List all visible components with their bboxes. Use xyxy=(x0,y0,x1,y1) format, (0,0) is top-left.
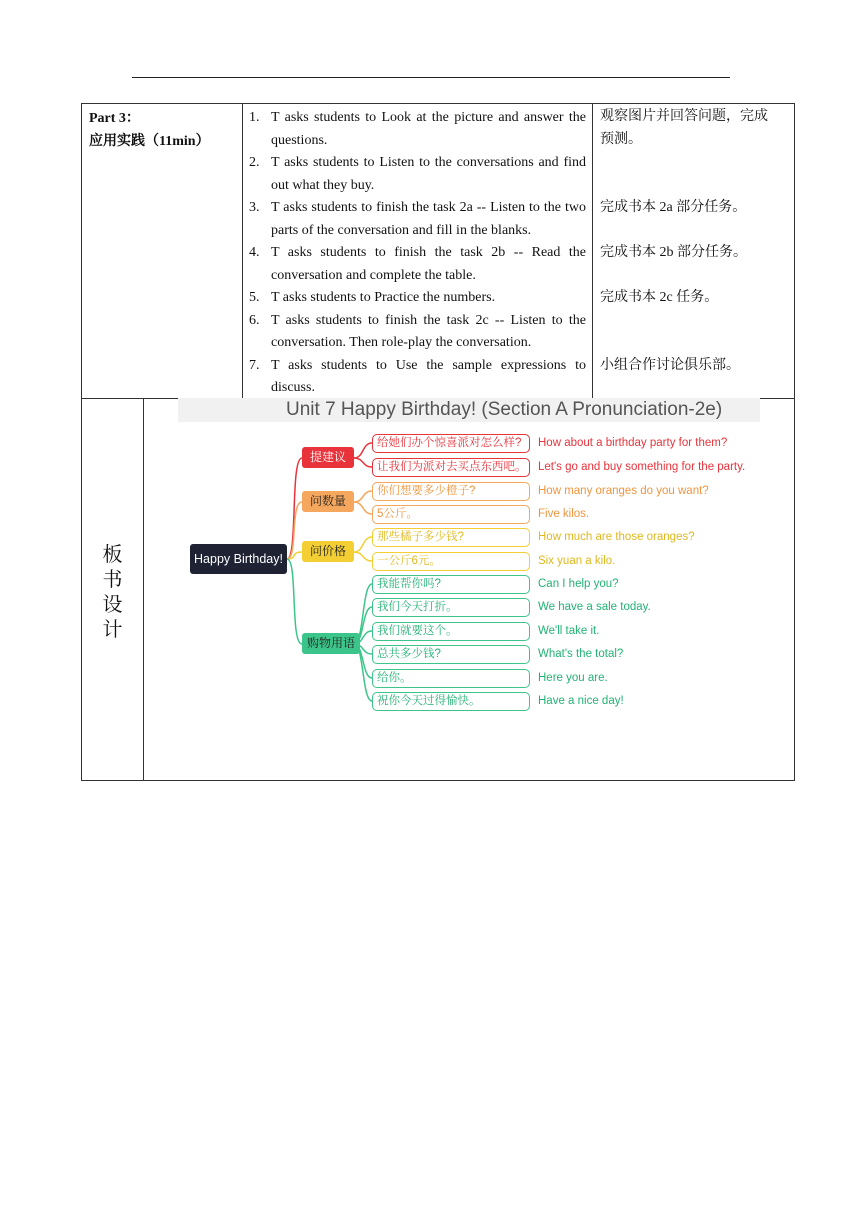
step-item: 7. T asks students to Use the sample expressions to discuss. xyxy=(249,357,586,395)
leaf-chinese: 让我们为派对去买点东西吧。 xyxy=(372,458,530,477)
part-title: Part 3： xyxy=(89,111,140,126)
col-divider-1 xyxy=(242,104,243,398)
step-item: 3. T asks students to finish the task 2a -- Listen to the two parts of the conversation and fill in the blanks. xyxy=(249,200,586,238)
mind-map-title: Unit 7 Happy Birthday! (Section A Pronunciation-2e) xyxy=(178,398,760,422)
activity-note: 小组合作讨论俱乐部。 xyxy=(600,358,740,373)
part-cell xyxy=(89,108,239,153)
activity-note: 预测。 xyxy=(600,132,642,147)
leaf-english: We'll take it. xyxy=(538,625,600,637)
step-item: 5. T asks students to Practice the numbers. xyxy=(249,290,496,305)
col-divider-2 xyxy=(592,104,593,398)
leaf-chinese: 你们想要多少橙子? xyxy=(372,482,530,501)
activity-note: 完成书本 2a 部分任务。 xyxy=(600,200,747,215)
leaf-english: Here you are. xyxy=(538,672,608,684)
leaf-english: Five kilos. xyxy=(538,508,590,520)
leaf-chinese: 我们就要这个。 xyxy=(372,622,530,641)
leaf-english: We have a sale today. xyxy=(538,601,651,613)
board-design-label: 板 书 设 计 xyxy=(102,542,123,641)
category-suggestion: 提建议 xyxy=(302,447,354,468)
mind-map-root: Happy Birthday! xyxy=(190,544,287,574)
category-price: 问价格 xyxy=(302,541,354,562)
part-subtitle: 应用实践（11min） xyxy=(89,133,210,149)
page-header-rule xyxy=(132,77,730,78)
step-item: 6. T asks students to finish the task 2c -- Listen to the conversation. Then role-play the conversation. xyxy=(249,312,586,350)
leaf-chinese: 那些橘子多少钱? xyxy=(372,528,530,547)
category-shopping: 购物用语 xyxy=(302,633,360,654)
teacher-steps-list xyxy=(249,107,586,400)
leaf-english: Can I help you? xyxy=(538,578,619,590)
leaf-chinese: 一公斤6元。 xyxy=(372,552,530,571)
leaf-english: How many oranges do you want? xyxy=(538,485,709,497)
activity-note: 完成书本 2b 部分任务。 xyxy=(600,245,747,260)
leaf-chinese: 总共多少钱? xyxy=(372,645,530,664)
leaf-chinese: 5公斤。 xyxy=(372,505,530,524)
board-label-divider xyxy=(143,398,144,780)
activity-note: 观察图片并回答问题，完成 xyxy=(600,109,768,124)
leaf-english: Have a nice day! xyxy=(538,695,624,707)
leaf-chinese: 祝你今天过得愉快。 xyxy=(372,692,530,711)
category-quantity: 问数量 xyxy=(302,491,354,512)
leaf-english: What's the total? xyxy=(538,648,624,660)
leaf-english: How about a birthday party for them? xyxy=(538,437,728,449)
leaf-chinese: 我能帮你吗? xyxy=(372,575,530,594)
leaf-chinese: 给你。 xyxy=(372,669,530,688)
board-mind-map xyxy=(178,398,760,714)
leaf-chinese: 给她们办个惊喜派对怎么样? xyxy=(372,434,530,453)
activity-note: 完成书本 2c 任务。 xyxy=(600,290,719,305)
leaf-english: How much are those oranges? xyxy=(538,531,695,543)
step-item: 1. T asks students to Look at the picture and answer the questions. xyxy=(249,110,586,148)
step-item: 4. T asks students to finish the task 2b -- Read the conversation and complete the table. xyxy=(249,245,586,283)
step-item: 2. T asks students to Listen to the conversations and find out what they buy. xyxy=(249,155,586,193)
leaf-english: Six yuan a kilo. xyxy=(538,555,616,567)
leaf-chinese: 我们今天打折。 xyxy=(372,598,530,617)
leaf-english: Let's go and buy something for the party. xyxy=(538,461,746,473)
